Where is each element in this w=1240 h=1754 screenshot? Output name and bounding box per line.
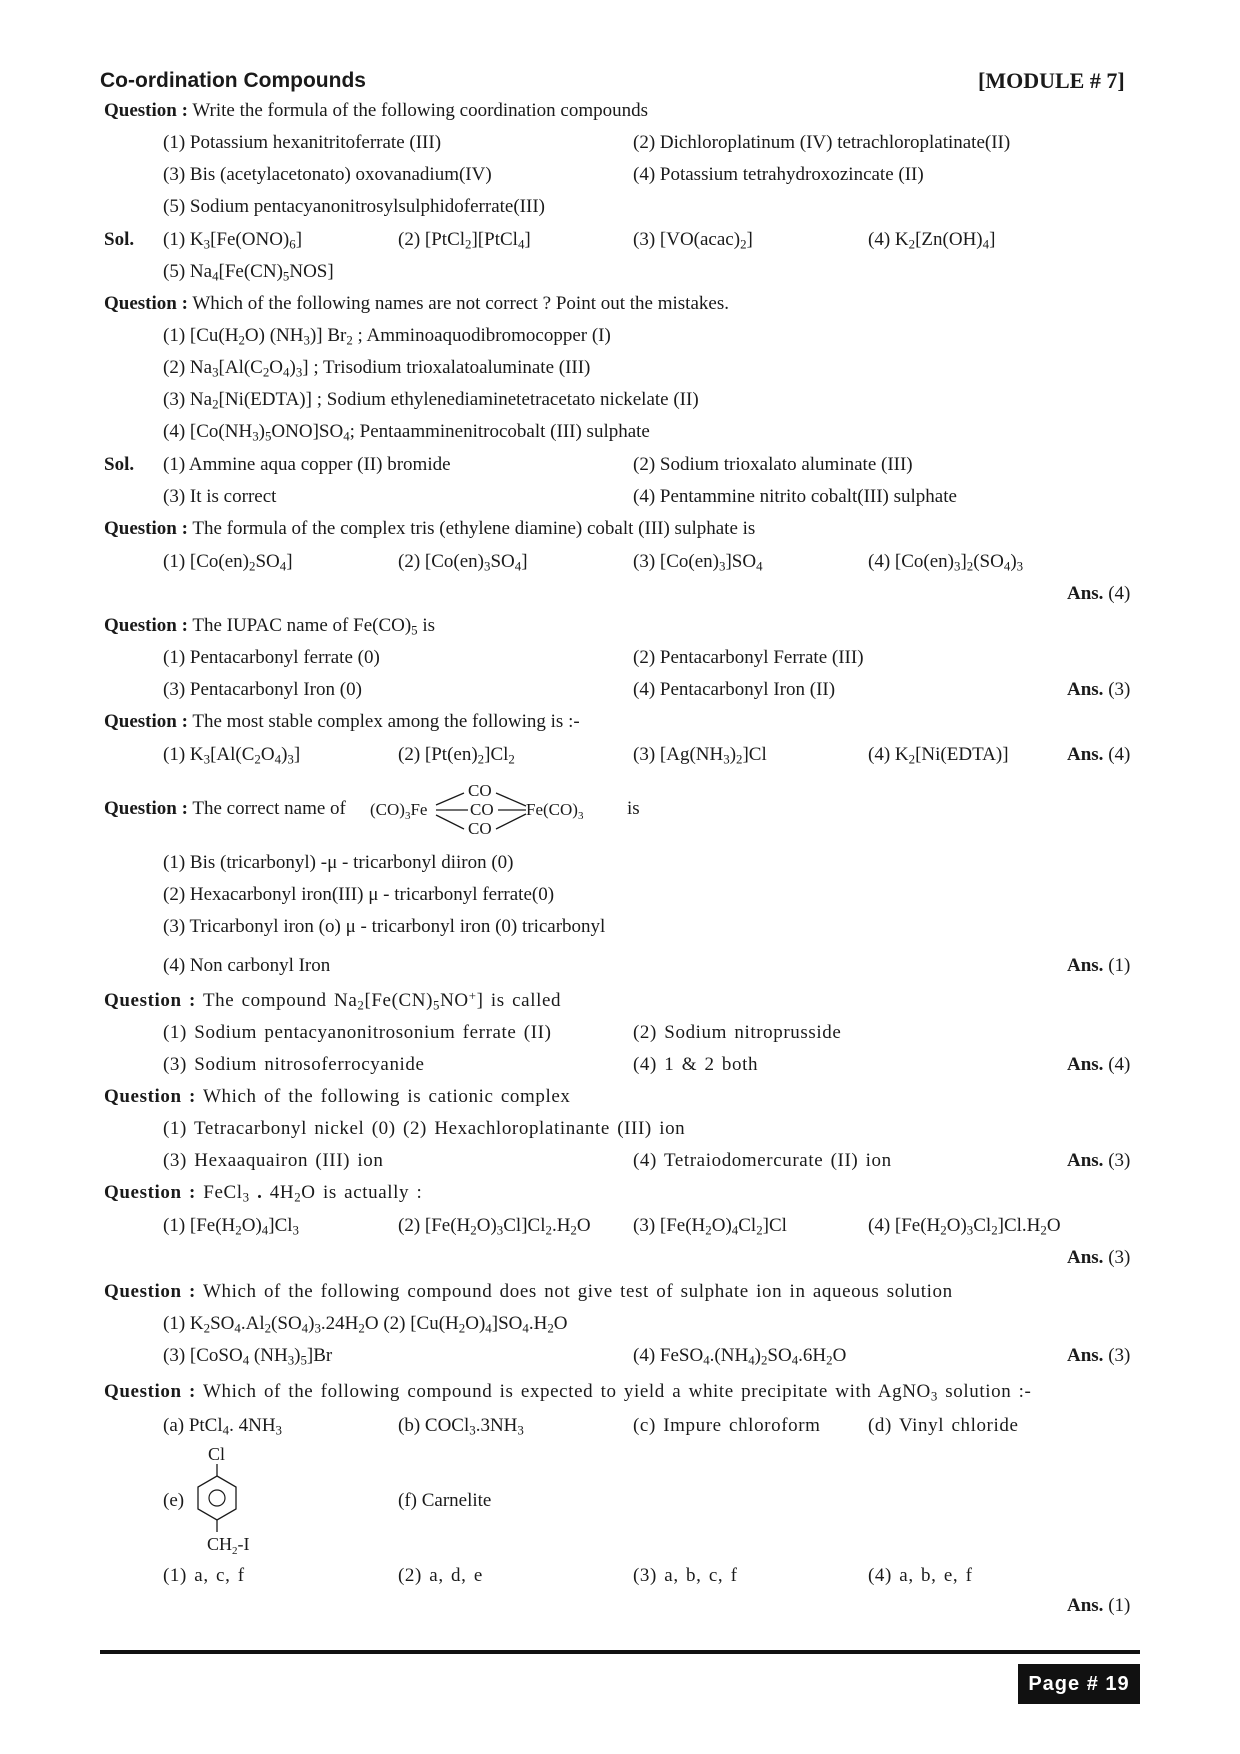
q7-option-2: (2) Sodium nitroprusside [633,1022,842,1043]
footer-rule [100,1650,1140,1654]
question-7: Question : The compound $Na_2[Fe(CN)_5NO^+]$ is called [104,988,562,1013]
q11-option-a: (a) PtCl$_4$. $4NH_3$ [163,1415,282,1438]
q11-choice-2: (2) a, d, e [398,1565,483,1586]
q2-option-2: (2) $Na_3[Al(C_2O_4)_3]$ ; Trisodium trioxalatoaluminate (III) [163,357,591,380]
q1-option-4: (4) Potassium tetrahydroxozincate (II) [633,164,924,185]
q11-choice-3: (3) a, b, c, f [633,1565,738,1586]
q6-answer: Ans. (1) [1067,955,1131,976]
q6-option-3: (3) Tricarbonyl iron (o) μ - tricarbonyl iron (0) tricarbonyl [163,916,606,937]
question-6: Question : The correct name of [104,798,346,819]
question-5: Question : The most stable complex among the following is :- [104,711,580,732]
question-4: Question : The IUPAC name of $Fe(CO)_5$ is [104,615,436,638]
q4-option-2: (2) Pentacarbonyl Ferrate (III) [633,647,864,668]
q8-option-4: (4) Tetraiodomercurate (II) ion [633,1150,892,1171]
q6-option-1: (1) Bis (tricarbonyl) -μ - tricarbonyl diiron (0) [163,852,514,873]
q8-option-3: (3) Hexaaquairon (III) ion [163,1150,384,1171]
q2-sol-1: (1) Ammine aqua copper (II) bromide [163,454,451,475]
q10-option-3: (3) [CoSO$_4$ $(NH_3)_5]Br$ [163,1345,333,1368]
q11-choice-1: (1) a, c, f [163,1565,245,1586]
q5-option-4: (4) $K_2[Ni(EDTA)]$ [868,744,1009,767]
q3-option-1: (1) $[Co(en)_2SO_4]$ [163,551,293,574]
q2-sol-3: (3) It is correct [163,486,277,507]
q7-answer: Ans. (4) [1067,1054,1131,1075]
q11-option-b: (b) $COCl_3.3NH_3$ [398,1415,524,1438]
q5-option-1: (1) $K_3[Al(C_2O_4)_3]$ [163,744,301,767]
q1-option-2: (2) Dichloroplatinum (IV) tetrachloroplatinate(II) [633,132,1011,153]
q4-option-1: (1) Pentacarbonyl ferrate (0) [163,647,380,668]
q9-option-2: (2) $[Fe(H_2O)_3Cl]Cl_2.H_2O$ [398,1215,591,1238]
question-3: Question : The formula of the complex tris (ethylene diamine) cobalt (III) sulphate is [104,518,756,539]
question-10: Question : Which of the following compound does not give test of sulphate ion in aqueous solution [104,1281,953,1302]
q10-answer: Ans. (3) [1067,1345,1131,1366]
q8-answer: Ans. (3) [1067,1150,1131,1171]
svg-text:Fe(CO)3: $Fe(CO)_3$ [526,800,584,822]
q1-option-5: (5) Sodium pentacyanonitrosylsulphidoferrate(III) [163,196,545,217]
q10-option-1-2: (1) $K_2SO_4.Al_2(SO_4)_3.24H_2O$ (2) $[Cu(H_2O)_4]SO_4.H_2O$ [163,1313,568,1336]
q8-option-1-2: (1) Tetracarbonyl nickel (0) (2) Hexachloroplatinante (III) ion [163,1118,686,1139]
question-5-text: The most stable complex among the following is :- [192,711,580,732]
q3-option-4: (4) $[Co(en)_3]_2(SO_4)_3$ [868,551,1024,574]
q10-option-4: (4) $FeSO_4.(NH_4)_2SO_4.6H_2O$ [633,1345,847,1368]
question-6-is: is [627,798,640,819]
q1-sol-4: (4) $K_2[Zn(OH)_4]$ [868,229,996,252]
question-2-text: Which of the following names are not correct ? Point out the mistakes. [192,293,729,314]
question-11: Question : Which of the following compound is expected to yield a white precipitate with AgNO$_3$ solution :- [104,1381,1032,1404]
q1-sol-5: (5) $Na_4[Fe(CN)_5NOS]$ [163,261,334,284]
q3-answer: Ans. (4) [1067,583,1131,604]
q4-option-4: (4) Pentacarbonyl Iron (II) [633,679,836,700]
q2-sol-4: (4) Pentammine nitrito cobalt(III) sulphate [633,486,957,507]
q1-sol-3: (3) $[VO(acac)_2]$ [633,229,753,252]
q5-answer: Ans. (4) [1067,744,1131,765]
q9-answer: Ans. (3) [1067,1247,1131,1268]
svg-text:CH2-I: $CH_2-I$ [207,1534,250,1556]
question-3-text: The formula of the complex tris (ethylene diamine) cobalt (III) sulphate is [192,518,756,539]
q1-option-3: (3) Bis (acetylacetonato) oxovanadium(IV) [163,164,492,185]
q3-option-2: (2) $[Co(en)_3SO_4]$ [398,551,528,574]
q7-option-4: (4) 1 & 2 both [633,1054,759,1075]
q6-option-4: (4) Non carbonyl Iron [163,955,331,976]
q1-sol-2: (2) [PtCl$_2$][PtCl$_4$] [398,229,531,252]
page-header-title: Co-ordination Compounds [100,69,366,92]
q11-option-c: (c) Impure chloroform [633,1415,821,1436]
q2-option-3: (3) $Na_2[Ni(EDTA)]$ ; Sodium ethylenediaminetetracetato nickelate (II) [163,389,699,412]
svg-text:CO: CO [468,781,492,800]
q4-option-3: (3) Pentacarbonyl Iron (0) [163,679,362,700]
q7-option-3: (3) Sodium nitrosoferrocyanide [163,1054,425,1075]
q9-option-1: (1) $[Fe(H_2O)_4]Cl_3$ [163,1215,299,1238]
module-label: [MODULE # 7] [978,68,1125,93]
q5-option-2: (2) $[Pt(en)_2]Cl_2$ [398,744,515,767]
q1-sol-1: (1) $K_3[Fe(ONO)_6]$ [163,229,303,252]
q2-option-4: (4) $[Co(NH_3)_5ONO]SO_4$; Pentaamminenitrocobalt (III) sulphate [163,421,650,444]
q9-option-3: (3) $[Fe(H_2O)_4Cl_2]Cl$ [633,1215,787,1238]
q2-option-1: (1) [$Cu(H_2O)$ $(NH_3)$] $Br_2$ ; Amminoaquodibromocopper (I) [163,325,611,348]
q11-option-f: (f) Carnelite [398,1490,492,1511]
q3-option-3: (3) $[Co(en)_3]SO_4$ [633,551,763,574]
svg-text:Cl: Cl [208,1444,226,1464]
q1-option-1: (1) Potassium hexanitritoferrate (III) [163,132,442,153]
q5-option-3: (3) $[Ag(NH_3)_2]Cl$ [633,744,767,767]
benzene-ring-structure [190,1444,270,1556]
q2-sol-2: (2) Sodium trioxalato aluminate (III) [633,454,913,475]
question-9: Question : FeCl$_3$ . $4H_2O$ is actually : [104,1182,423,1205]
sol-label: Sol. [104,229,135,250]
svg-text:(CO)3Fe: $(CO)_3Fe$ [370,800,428,822]
sol-label: Sol. [104,454,135,475]
q11-choice-4: (4) a, b, e, f [868,1565,973,1586]
svg-text:CO: CO [468,819,492,838]
q6-option-2: (2) Hexacarbonyl iron(III) μ - tricarbonyl ferrate(0) [163,884,555,905]
svg-text:CO: CO [470,800,494,819]
question-1-text: Write the formula of the following coordination compounds [192,100,649,121]
q9-option-4: (4) $[Fe(H_2O)_3Cl_2]Cl.H_2O$ [868,1215,1061,1238]
question-1: Question : Write the formula of the following coordination compounds [104,100,649,121]
page-number-badge: Page # 19 [1018,1664,1140,1704]
q11-answer: Ans. (1) [1067,1595,1131,1616]
q4-answer: Ans. (3) [1067,679,1131,700]
q11-option-e-label: (e) [163,1490,185,1511]
question-8: Question : Which of the following is cationic complex [104,1086,571,1107]
diiron-carbonyl-structure [368,778,618,840]
q7-option-1: (1) Sodium pentacyanonitrosonium ferrate (II) [163,1022,552,1043]
question-2: Question : Which of the following names are not correct ? Point out the mistakes. [104,293,729,314]
q11-option-d: (d) Vinyl chloride [868,1415,1019,1436]
